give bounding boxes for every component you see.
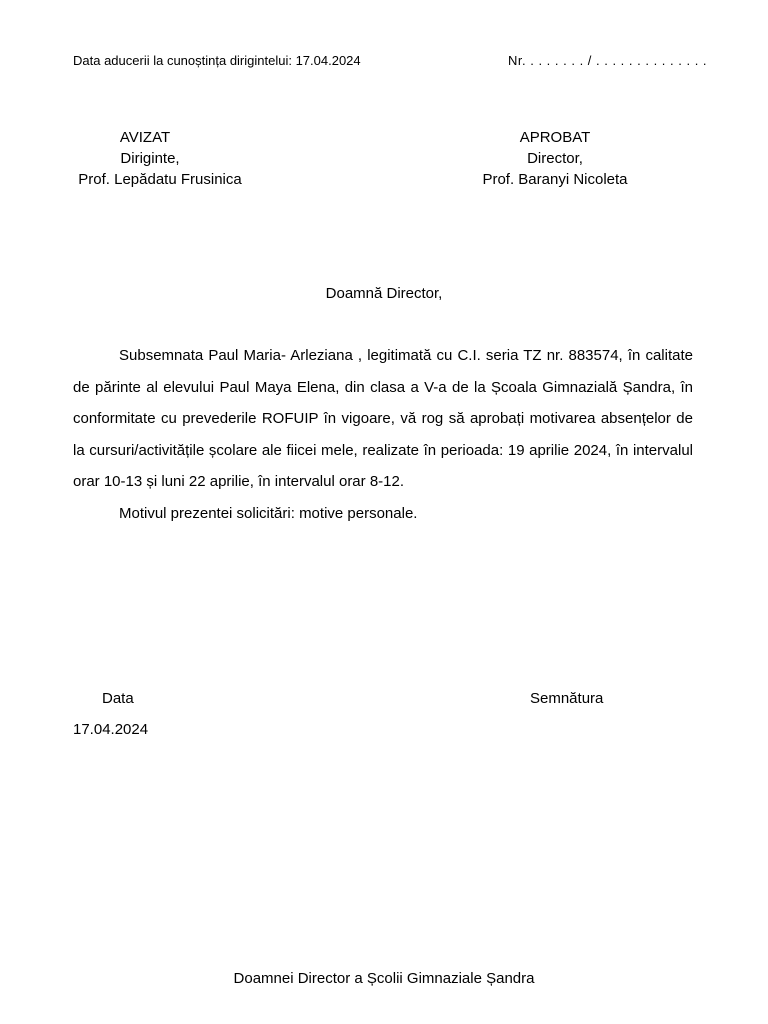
salutation: Doamnă Director,: [325, 285, 443, 302]
date-value: 17.04.2024: [73, 721, 149, 738]
approval-block-right: [455, 127, 655, 190]
request-paragraph: Subsemnata Paul Maria- Arleziana , legitimată cu C.I. seria TZ nr. 883574, în calitate de părinte al elevului Paul Maya Elena, din clasa a V-a de la Școala Gimnazială Șandra, în conformitate cu prevederile ROFUIP în vigoare, vă rog să aprobați motivarea absențelor de la cursuri/activitățile școlare ale fiicei mele, realizate în perioada: 19 aprilie 2024, în intervalul orar 10-13 și luni 22 aprilie, în intervalul orar 8-12.: [73, 347, 693, 490]
approval-block-left: [60, 127, 260, 190]
approval-left-name: Prof. Lepădatu Frusinica: [78, 171, 242, 188]
approval-left-role: Diriginte,: [120, 150, 180, 167]
approval-right-role: Director,: [527, 150, 583, 167]
approval-right-title: APROBAT: [519, 129, 591, 146]
notice-date-line: Data aducerii la cunoștința dirigintelui: 17.04.2024: [73, 53, 361, 68]
approval-left-title: AVIZAT: [119, 129, 171, 146]
date-label: Data: [102, 690, 134, 707]
addressee-footer: Doamnei Director a Școlii Gimnaziale Șandra: [233, 970, 535, 987]
reason-paragraph: Motivul prezentei solicitări: motive personale.: [119, 504, 418, 522]
registration-number-line: Nr. . . . . . . . / . . . . . . . . . . . . . .: [508, 53, 708, 68]
approval-right-name: Prof. Baranyi Nicoleta: [482, 171, 628, 188]
signature-label: Semnătura: [530, 690, 604, 707]
request-body: [73, 340, 693, 529]
